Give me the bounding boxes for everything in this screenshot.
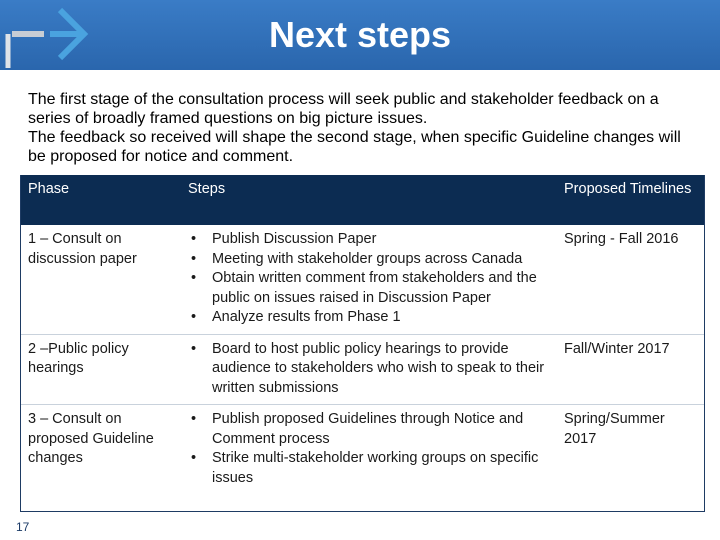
steps-cell <box>180 225 556 334</box>
timeline-cell: Fall/Winter 2017 <box>556 334 705 405</box>
phase-cell: 1 – Consult on discussion paper <box>20 225 180 334</box>
table-row <box>20 334 705 405</box>
table-header-row <box>20 175 705 225</box>
slide-title: Next steps <box>268 14 452 55</box>
step-item: • Board to host public policy hearings to provide audience to stakeholders who wish to speak to their written submissions <box>188 340 548 399</box>
timeline-cell: Spring/Summer 2017 <box>564 411 665 447</box>
intro-paragraph-1: The first stage of the consultation process will seek public and stakeholder feedback on a series of broadly framed questions on big picture issues. <box>28 91 659 127</box>
step-item: • Publish Discussion Paper <box>188 230 548 250</box>
header-phase: Phase <box>20 175 180 225</box>
step-item: • Obtain written comment from stakeholders and the public on issues raised in Discussion Paper <box>188 269 548 308</box>
phase-cell: 2 –Public policy hearings <box>20 334 180 405</box>
intro-paragraph-2: The feedback so received will shape the second stage, when specific Guideline changes will be proposed for notice and comment. <box>28 129 681 165</box>
header-timelines: Proposed Timelines <box>556 175 705 225</box>
timeline-cell: Spring - Fall 2016 <box>556 225 705 334</box>
step-item: • Strike multi-stakeholder working groups on specific issues <box>188 449 548 488</box>
step-item: • Analyze results from Phase 1 <box>188 308 548 328</box>
steps-list <box>188 340 548 399</box>
page-number: 17 <box>16 520 30 534</box>
step-item: • Meeting with stakeholder groups across Canada <box>188 250 548 270</box>
phase-cell: 3 – Consult on proposed Guideline changes <box>28 411 154 466</box>
table-row <box>20 405 705 495</box>
intro-text <box>28 90 698 166</box>
steps-list <box>188 410 548 488</box>
header-steps: Steps <box>180 175 556 225</box>
step-item: • Publish proposed Guidelines through Notice and Comment process <box>188 410 548 449</box>
steps-cell <box>180 334 556 405</box>
table-row <box>20 225 705 334</box>
steps-cell <box>180 405 556 495</box>
next-steps-table <box>20 175 705 494</box>
steps-list <box>188 230 548 328</box>
